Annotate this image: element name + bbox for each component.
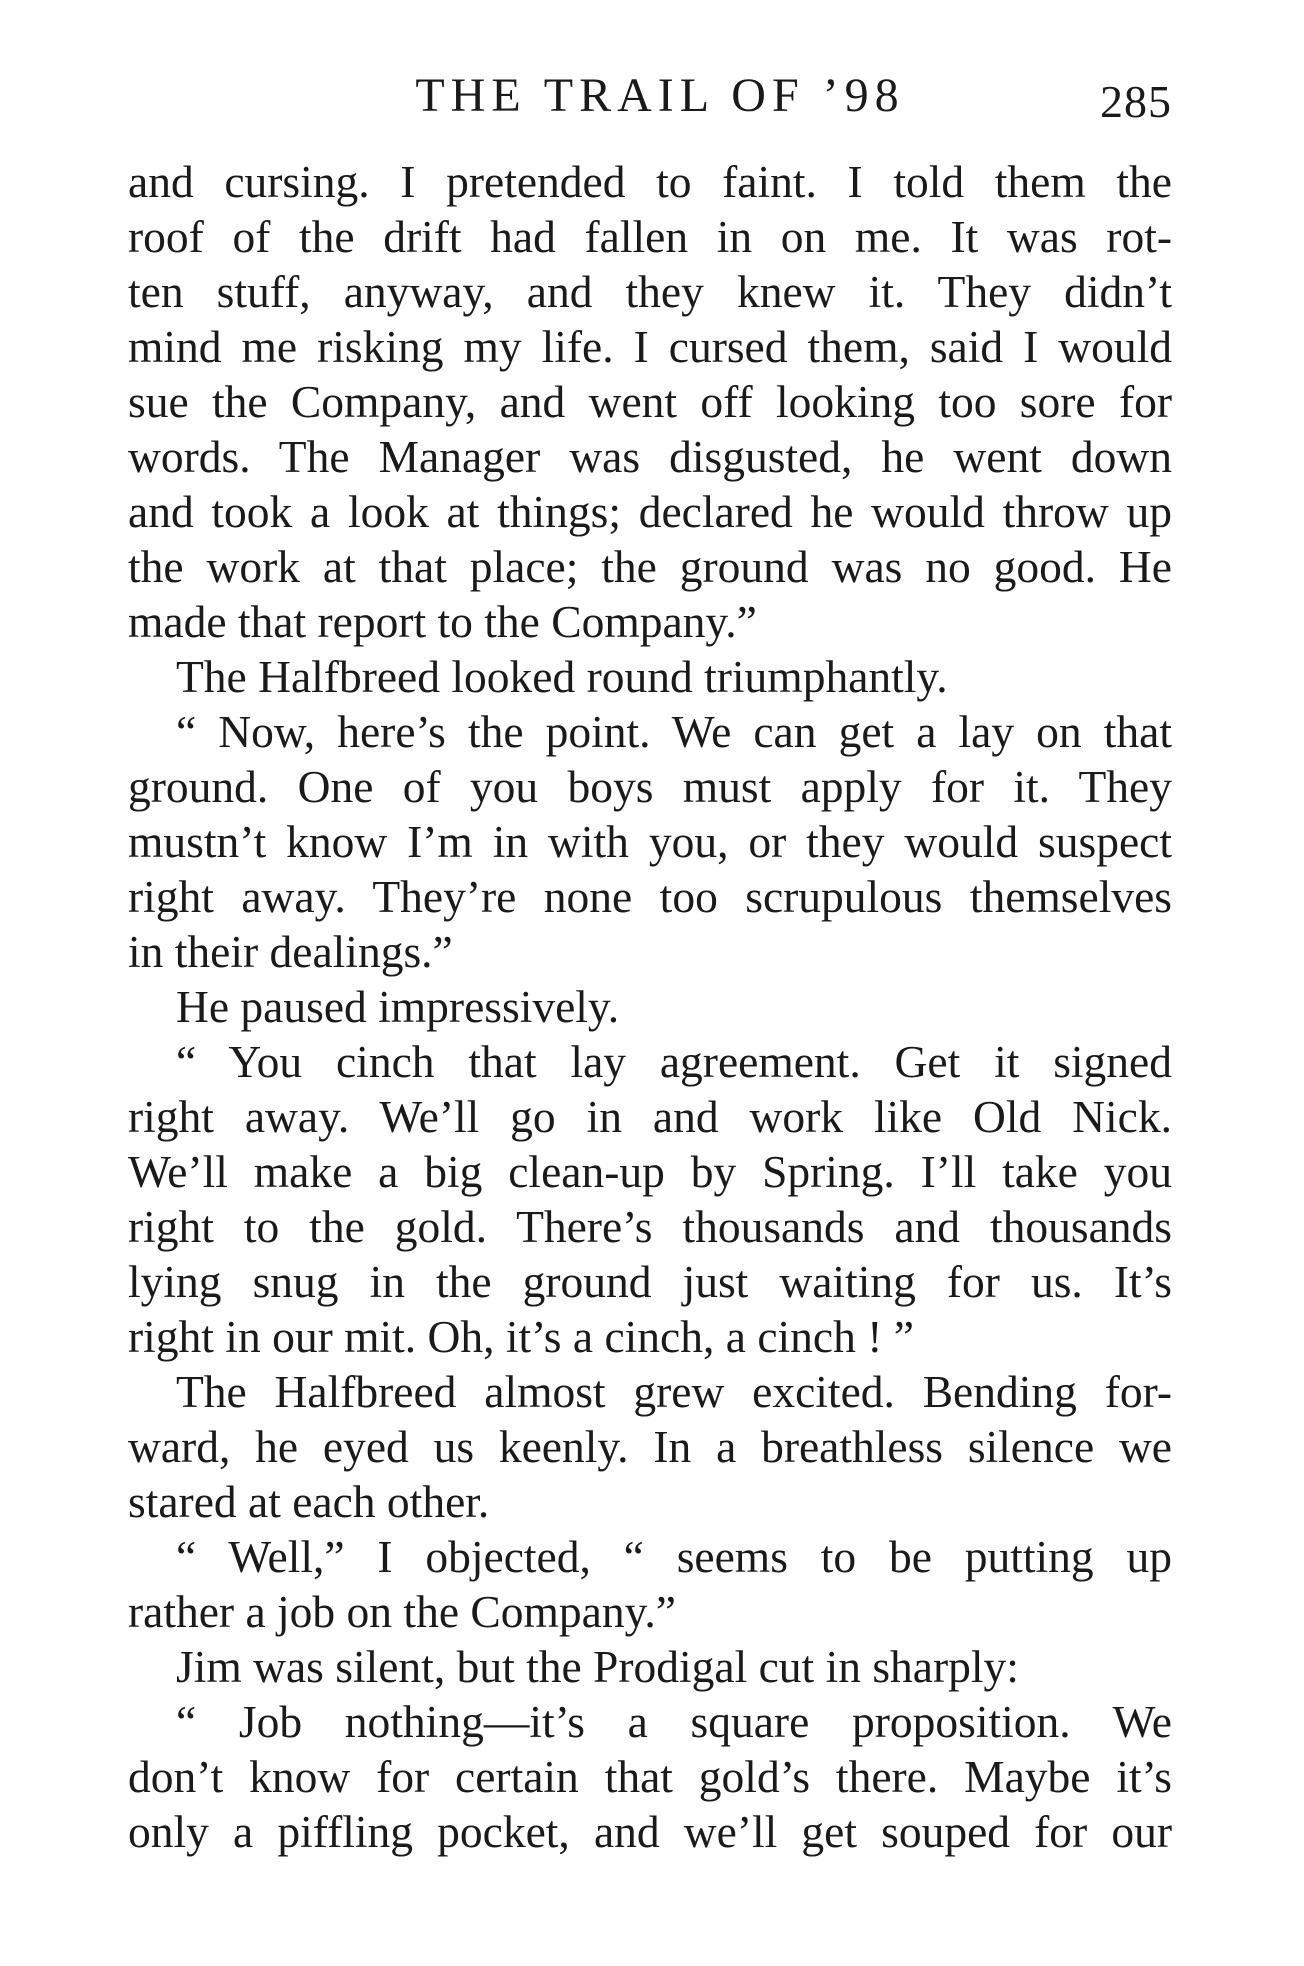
running-title: THE TRAIL OF ’98 xyxy=(415,69,905,122)
text-line: only a piffling pocket, and we’ll get souped for our xyxy=(128,1806,1172,1857)
text-line: “ Job nothing—it’s a square proposition. We xyxy=(176,1696,1172,1747)
page-header xyxy=(128,66,1172,126)
text-line: “ Well,” I objected, “ seems to be putting up xyxy=(176,1531,1172,1582)
text-line: The Halfbreed looked round triumphantly. xyxy=(176,651,948,702)
text-line: mustn’t know I’m in with you, or they would suspect xyxy=(128,816,1172,867)
text-line: right to the gold. There’s thousands and thousands xyxy=(128,1201,1172,1252)
text-line: ward, he eyed us keenly. In a breathless silence we xyxy=(128,1421,1172,1472)
text-line: lying snug in the ground just waiting for us. It’s xyxy=(128,1256,1172,1307)
text-line: stared at each other. xyxy=(128,1476,490,1527)
text-line: Jim was silent, but the Prodigal cut in sharply: xyxy=(176,1641,1019,1692)
text-line: “ You cinch that lay agreement. Get it signed xyxy=(176,1036,1172,1087)
page-number: 285 xyxy=(1100,76,1172,127)
text-line: made that report to the Company.” xyxy=(128,596,757,647)
text-line: We’ll make a big clean-up by Spring. I’ll take you xyxy=(128,1146,1172,1197)
text-line: in their dealings.” xyxy=(128,926,453,977)
text-line: right away. We’ll go in and work like Old Nick. xyxy=(128,1091,1172,1142)
text-line: words. The Manager was disgusted, he went down xyxy=(128,431,1172,482)
text-line: right in our mit. Oh, it’s a cinch, a cinch ! ” xyxy=(128,1311,914,1362)
text-line: The Halfbreed almost grew excited. Bending for- xyxy=(176,1366,1172,1417)
text-line: right away. They’re none too scrupulous themselves xyxy=(128,871,1172,922)
text-line: “ Now, here’s the point. We can get a lay on that xyxy=(176,706,1172,757)
text-line: rather a job on the Company.” xyxy=(128,1586,676,1637)
text-line: He paused impressively. xyxy=(176,981,620,1032)
text-line: don’t know for certain that gold’s there. Maybe it’s xyxy=(128,1751,1172,1802)
text-line: and took a look at things; declared he would throw up xyxy=(128,486,1172,537)
text-line: sue the Company, and went off looking too sore for xyxy=(128,376,1172,427)
text-line: ten stuff, anyway, and they knew it. They didn’t xyxy=(128,266,1172,317)
text-line: roof of the drift had fallen in on me. It was rot- xyxy=(128,211,1172,262)
text-line: mind me risking my life. I cursed them, said I would xyxy=(128,321,1172,372)
text-line: the work at that place; the ground was no good. He xyxy=(128,541,1172,592)
text-line: ground. One of you boys must apply for it. They xyxy=(128,761,1172,812)
body-text xyxy=(128,154,1172,1859)
text-line: and cursing. I pretended to faint. I told them the xyxy=(128,156,1172,207)
